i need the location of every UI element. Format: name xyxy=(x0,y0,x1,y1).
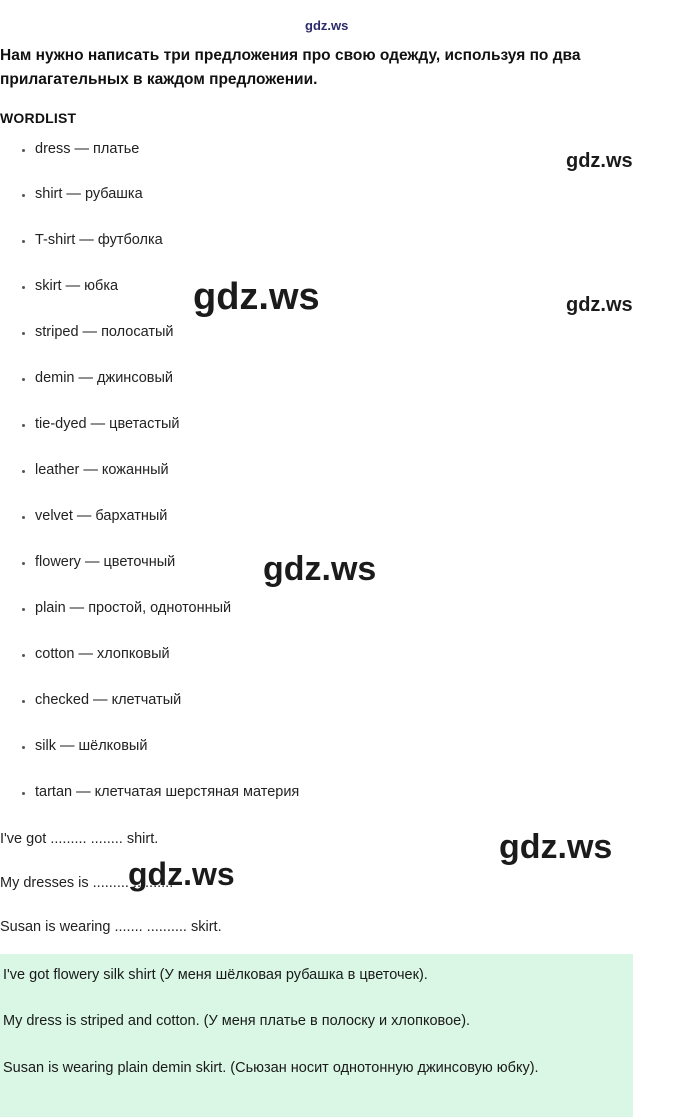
watermark-a: gdz.ws xyxy=(566,149,633,172)
task-line: My dresses is ......... .......... xyxy=(0,874,174,891)
answer-panel xyxy=(0,954,633,1117)
list-item: tartan — клетчатая шерстяная материя xyxy=(0,785,650,801)
list-item: plain — простой, однотонный xyxy=(0,601,650,617)
task-line: Susan is wearing ....... .......... skirt. xyxy=(0,919,222,936)
watermark-e: gdz.ws xyxy=(499,827,613,866)
list-item: T-shirt — футболка xyxy=(0,233,650,249)
list-item: demin — джинсовый xyxy=(0,371,650,387)
watermark-f: gdz.ws xyxy=(128,855,235,892)
wordlist xyxy=(0,142,650,801)
wordlist-heading: WORDLIST xyxy=(0,109,77,126)
list-item: leather — кожанный xyxy=(0,463,650,479)
list-item: tie-dyed — цветастый xyxy=(0,417,650,433)
watermark-top: gdz.ws xyxy=(305,17,349,33)
task-line: I've got ......... ........ shirt. xyxy=(0,830,159,847)
list-item: silk — шёлковый xyxy=(0,739,650,755)
task-intro: Нам нужно написать три предложения про свою одежду, используя по два прилагательных в каждом предложении. xyxy=(0,46,581,88)
watermark-c: gdz.ws xyxy=(566,293,633,316)
list-item: shirt — рубашка xyxy=(0,187,650,203)
list-item: dress — платье xyxy=(0,142,650,158)
task-lines xyxy=(0,831,650,937)
answer-line: Susan is wearing plain demin skirt. (Сьюзан носит однотонную джинсовую юбку). xyxy=(3,1059,539,1076)
list-item: velvet — бархатный xyxy=(0,509,650,525)
list-item: flowery — цветочный xyxy=(0,555,650,571)
answer-line: I've got flowery silk shirt (У меня шёлковая рубашка в цветочек). xyxy=(3,966,428,983)
answer-line: My dress is striped and cotton. (У меня платье в полоску и хлопковое). xyxy=(3,1013,471,1030)
watermark-d: gdz.ws xyxy=(263,549,377,588)
list-item: skirt — юбка xyxy=(0,279,650,295)
watermark-b: gdz.ws xyxy=(193,275,320,318)
list-item: checked — клетчатый xyxy=(0,693,650,709)
list-item: striped — полосатый xyxy=(0,325,650,341)
worksheet-page xyxy=(0,16,680,1117)
list-item: cotton — хлопковый xyxy=(0,647,650,663)
